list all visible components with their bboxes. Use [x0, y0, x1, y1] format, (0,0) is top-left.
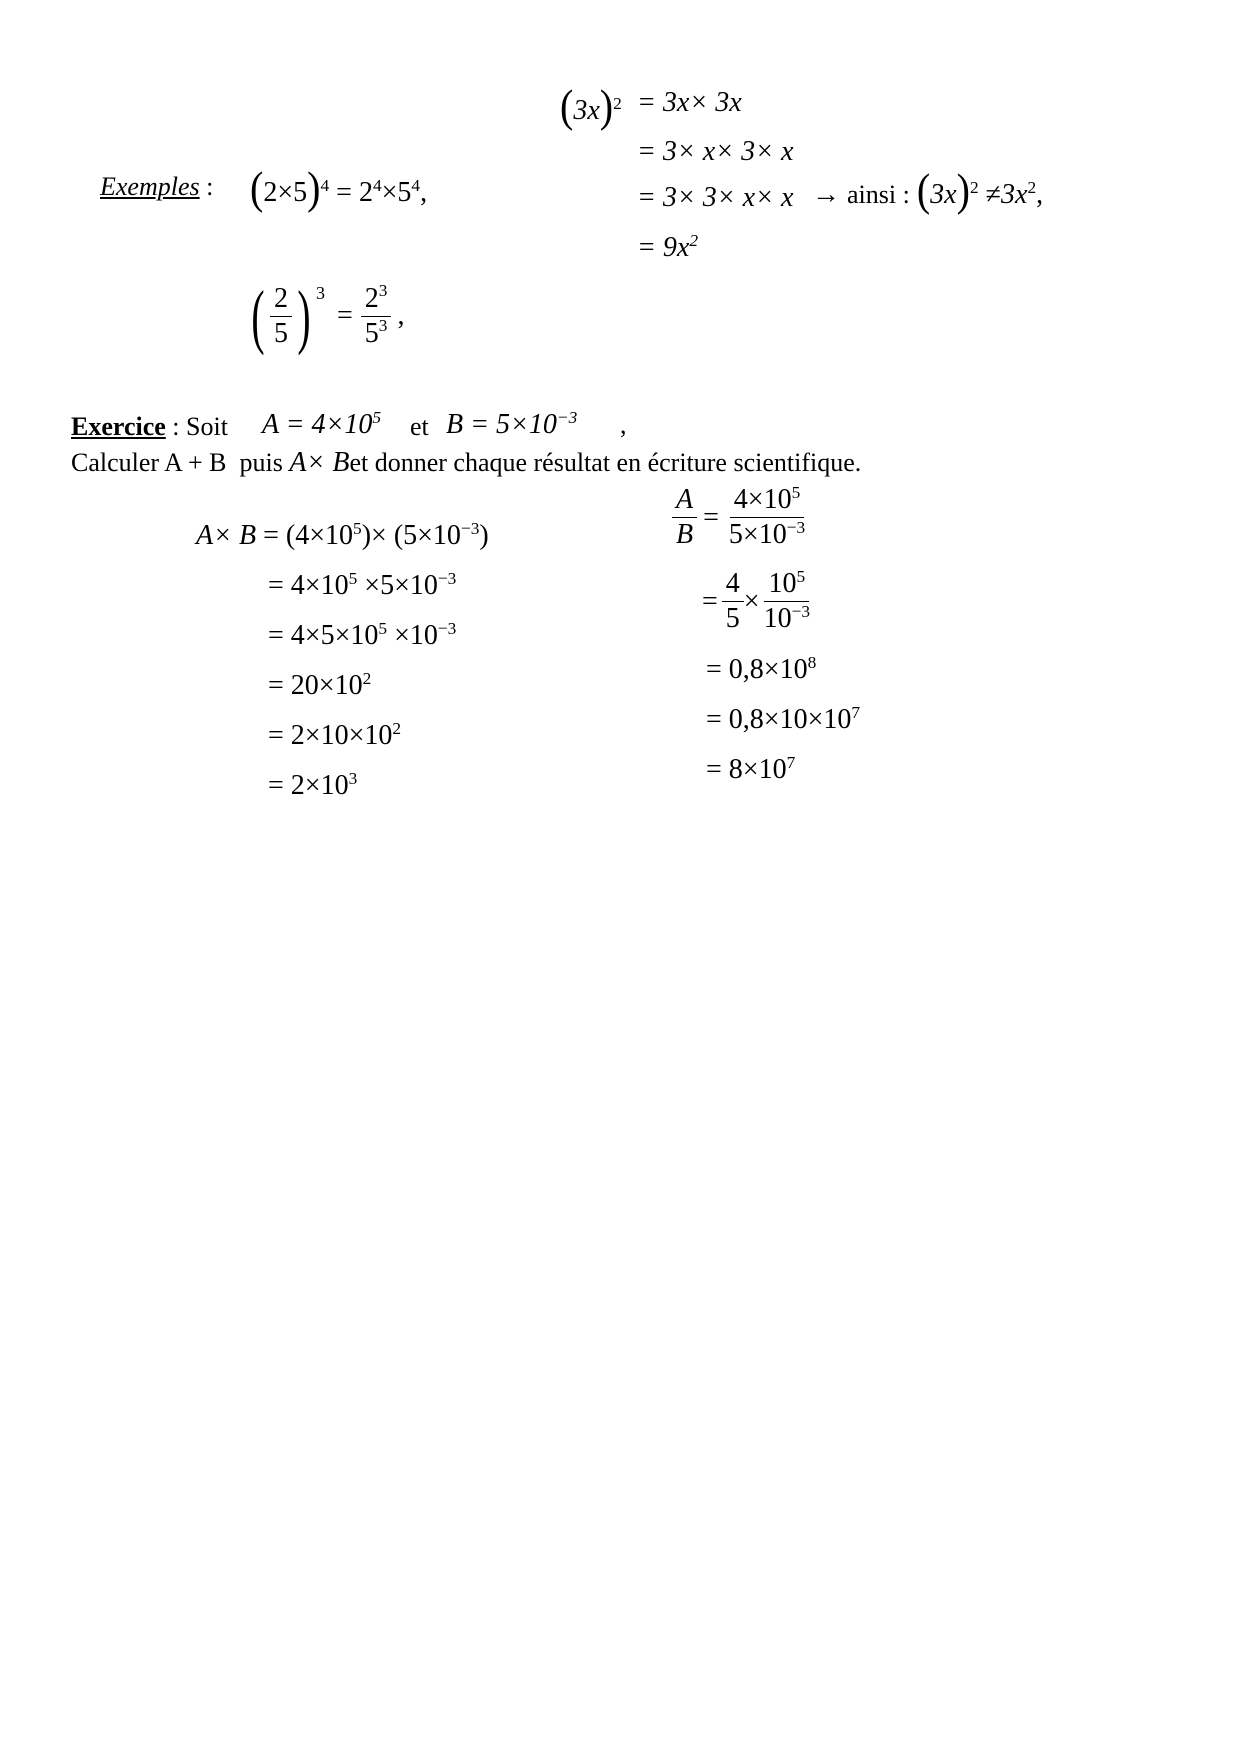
- ex1-t2-exp: 4: [411, 175, 421, 195]
- product-step-2-a: = 4×5×10: [268, 620, 379, 651]
- quotient-lhs-den: B: [676, 519, 694, 550]
- instruction-pre: Calculer A + B puis: [71, 448, 290, 477]
- ex1-t2-base: 5: [397, 177, 412, 208]
- quotient-step2-f1-num: 4: [722, 570, 744, 602]
- ex3-eq: =: [336, 300, 353, 331]
- quotient-lhs-num: A: [672, 486, 697, 518]
- exercise-label: Exercice: [71, 412, 166, 441]
- ex1-lhs-exp: 4: [320, 175, 330, 195]
- ainsi-comma: ,: [1036, 179, 1044, 210]
- example-product-power: $(2\times 5)^4 = 2^4\times 5^4$,: [250, 161, 428, 214]
- examples-colon: :: [206, 172, 214, 201]
- product-step-3: [268, 668, 372, 701]
- product-step-3-a-exp: 2: [362, 668, 372, 688]
- product-rhs-part2: )× (5×10: [361, 520, 461, 551]
- ex1-times: ×: [381, 177, 398, 208]
- exercise-intro: : Soit: [172, 412, 228, 441]
- quotient-rhs-den-exp: −3: [786, 517, 806, 537]
- quotient-step2-f2-den-base: 10: [763, 603, 792, 634]
- product-step-3-a: = 20×10: [268, 670, 363, 701]
- quotient-step2-f2: [760, 566, 814, 634]
- product-rhs: [263, 520, 489, 551]
- ex3-rhs-den-base: 5: [364, 317, 379, 349]
- exercise-trailing-comma: ,: [620, 410, 627, 439]
- arrow-icon: →: [812, 179, 840, 210]
- ex3-rhs-fraction: [361, 281, 392, 349]
- quotient-rhs-num-exp: 5: [791, 482, 801, 502]
- quotient-step-3-a: = 0,8×10: [706, 654, 808, 685]
- quotient-step2-f2-num-exp: 5: [796, 566, 806, 586]
- ex2-lhs-exp: 2: [613, 93, 622, 113]
- quotient-step-split: [702, 566, 814, 634]
- ex2-line-2: = 3× x× 3× x: [637, 136, 794, 167]
- product-step-1-a-exp: 5: [348, 568, 358, 588]
- product-rhs-exp1: 5: [353, 518, 362, 538]
- ainsi-lhs-exp: 2: [969, 177, 979, 197]
- quotient-eq: =: [703, 501, 719, 533]
- ex1-lhs-inner: 2×5: [263, 177, 308, 208]
- ex2-line-4: [637, 230, 699, 263]
- quotient-step-3: [706, 652, 817, 685]
- ainsi-rhs-exp: 2: [1027, 177, 1037, 197]
- product-rhs-part3: ): [479, 520, 489, 551]
- ainsi-label: ainsi :: [847, 180, 910, 209]
- ex1-t1-exp: 4: [372, 175, 382, 195]
- example-fraction-power: ( $\frac{2}{5}$ ) 3 = $\frac{2^3}{5^3}$ ,: [251, 276, 405, 356]
- examples-heading: [100, 174, 213, 200]
- ex3-exp: 3: [315, 283, 325, 303]
- product-step-5-a-exp: 3: [348, 768, 358, 788]
- ex3-num: 2: [270, 285, 292, 317]
- ex2-line-3: = 3× 3× x× x: [637, 182, 794, 213]
- quotient-step-4-a-exp: 7: [851, 702, 861, 722]
- ex3-rhs-num-exp: 3: [378, 281, 388, 301]
- product-step-1-b-exp: −3: [437, 568, 457, 588]
- quotient-step2-f2-den-exp: −3: [791, 601, 811, 621]
- ainsi-conclusion: → ainsi : $(3x)^2 \ne 3x^2$,: [812, 163, 1044, 216]
- b-exp: −3: [556, 407, 578, 427]
- quotient-step2-eq: =: [702, 585, 718, 617]
- examples-label: Exemples: [100, 172, 200, 201]
- a-exp: 5: [372, 407, 382, 427]
- quotient-step-3-a-exp: 8: [807, 652, 817, 672]
- ex3-rhs-den-exp: 3: [378, 316, 388, 336]
- quotient-step-5: [706, 752, 796, 785]
- quotient-lhs: [672, 486, 697, 549]
- ex1-t1-base: 2: [358, 177, 373, 208]
- ex3-fraction: [270, 282, 292, 349]
- product-step-2-a-exp: 5: [378, 618, 388, 638]
- instruction-math: A× B: [289, 447, 350, 478]
- product-step-2: [268, 618, 457, 651]
- ex1-eq: =: [336, 177, 352, 208]
- product-step-1: [268, 568, 457, 601]
- product-step-4-a: = 2×10×10: [268, 720, 393, 751]
- ex2-lhs-base: 3x: [573, 95, 600, 126]
- product-step-5: [268, 768, 358, 801]
- ex2-last-exp: 2: [689, 230, 699, 250]
- quotient-step2-times: ×: [743, 585, 760, 617]
- ex1-comma: ,: [420, 177, 428, 208]
- instruction-post: et donner chaque résultat en écriture scientifique.: [349, 448, 862, 477]
- product-step-4: [268, 718, 402, 751]
- quotient-step-5-a-exp: 7: [786, 752, 796, 772]
- product-rhs-exp2: −3: [460, 518, 480, 538]
- product-step-1-a: = 4×10: [268, 570, 349, 601]
- exercise-heading: [71, 414, 228, 440]
- ex3-den: 5: [273, 317, 288, 349]
- ainsi-rhs-base: 3x: [1001, 179, 1028, 210]
- product-step-1-b: ×5×10: [357, 570, 438, 601]
- quotient-first-line: [672, 482, 809, 550]
- quotient-rhs-num-base: 4×10: [733, 484, 792, 515]
- exercise-b-def: [446, 407, 578, 440]
- ainsi-lhs-base: 3x: [930, 179, 957, 210]
- exercise-a-def: [262, 407, 382, 440]
- ex3-rhs-num-base: 2: [364, 282, 379, 314]
- quotient-rhs: [725, 482, 809, 550]
- example-square-lhs: $(3x)^2$: [560, 79, 622, 132]
- quotient-step-4-a: = 0,8×10×10: [706, 704, 852, 735]
- product-step-2-b-exp: −3: [437, 618, 457, 638]
- product-step-5-a: = 2×10: [268, 770, 349, 801]
- a-def: A = 4×10: [262, 409, 373, 440]
- product-lhs: A× B: [196, 520, 257, 551]
- quotient-step-5-a: = 8×10: [706, 754, 787, 785]
- product-step-2-b: ×10: [387, 620, 438, 651]
- ainsi-neq: ≠: [985, 179, 1001, 210]
- ex2-line-1: = 3x× 3x: [637, 87, 742, 118]
- b-def: B = 5×10: [446, 409, 557, 440]
- exercise-et: et: [410, 412, 429, 441]
- quotient-rhs-den-base: 5×10: [728, 519, 787, 550]
- quotient-step2-f1: [722, 570, 744, 633]
- ex2-last-prefix: = 9x: [637, 232, 690, 263]
- quotient-step2-f1-den: 5: [725, 603, 740, 634]
- product-step-4-a-exp: 2: [392, 718, 402, 738]
- product-rhs-part1: = (4×10: [263, 520, 354, 551]
- product-first-line: [196, 518, 489, 551]
- exercise-instruction: [71, 449, 861, 477]
- quotient-step-4: [706, 702, 861, 735]
- ex3-comma: ,: [397, 300, 405, 331]
- quotient-step2-f2-num-base: 10: [768, 568, 797, 599]
